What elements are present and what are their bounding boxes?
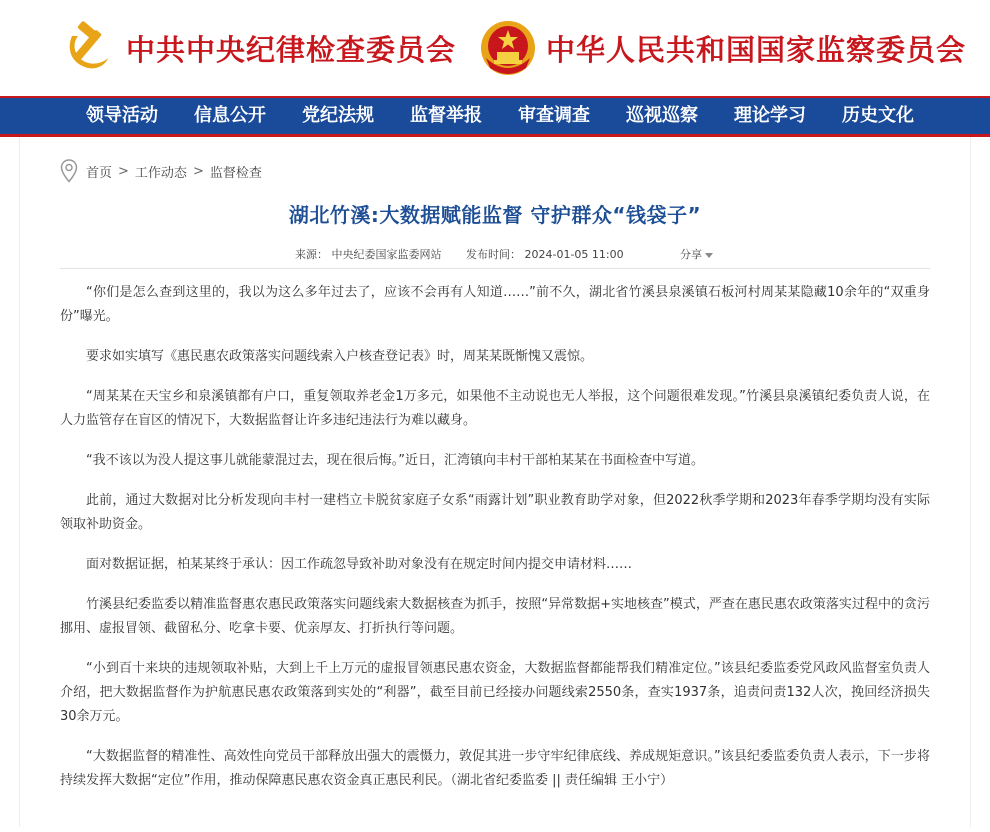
ccdi-name: 中共中央纪律检查委员会 <box>126 32 457 67</box>
article-page <box>19 137 971 827</box>
breadcrumb <box>20 137 970 183</box>
site-header <box>0 0 990 96</box>
chevron-down-icon <box>705 253 713 258</box>
nsc-name: 中华人民共和国国家监察委员会 <box>546 32 967 67</box>
nav-item-leadership[interactable]: 领导活动 <box>86 105 158 126</box>
location-pin-icon <box>60 159 78 183</box>
article-paragraph: “我不该以为没人提这事儿就能蒙混过去，现在很后悔。”近日，汇湾镇向丰村干部柏某某在书面检查中写道。 <box>86 453 704 468</box>
nav-item-history[interactable]: 历史文化 <box>842 105 914 126</box>
article-paragraph: 竹溪县纪委监委以精准监督惠农惠民政策落实问题线索大数据核查为抓手，按照“异常数据+实地核查”模式，严查在惠民惠农政策落实过程中的贪污挪用、虚报冒领、截留私分、吃拿卡要、优亲厚友、打折执行等问题。 <box>60 597 930 636</box>
breadcrumb-separator: > <box>192 163 204 179</box>
share-label: 分享 <box>680 248 702 261</box>
nav-item-regulations[interactable]: 党纪法规 <box>302 105 374 126</box>
breadcrumb-separator: > <box>118 163 129 179</box>
main-nav <box>0 96 990 137</box>
ccdi-logo[interactable] <box>58 18 456 78</box>
nav-item-theory[interactable]: 理论学习 <box>734 105 806 126</box>
party-emblem-icon <box>58 18 118 78</box>
article-meta <box>60 246 930 269</box>
article-paragraph: “你们是怎么查到这里的，我以为这么多年过去了，应该不会再有人知道……”前不久，湖北省竹溪县泉溪镇石板河村周某某隐藏10余年的“双重身份”曝光。 <box>60 285 930 324</box>
nav-item-inspection[interactable]: 巡视巡察 <box>626 105 698 126</box>
share-button[interactable] <box>680 246 713 262</box>
article-paragraph: 此前，通过大数据对比分析发现向丰村一建档立卡脱贫家庭子女系“雨露计划”职业教育助学对象，但2022秋季学期和2023年春季学期均没有实际领取补助资金。 <box>60 493 930 532</box>
article-title: 湖北竹溪:大数据赋能监督 守护群众“钱袋子” <box>288 203 702 227</box>
nav-item-disclosure[interactable]: 信息公开 <box>194 105 266 126</box>
breadcrumb-work-news[interactable]: 工作动态 <box>134 165 187 181</box>
article-body <box>20 269 970 793</box>
breadcrumb-supervision[interactable]: 监督检查 <box>209 165 262 181</box>
national-emblem-icon <box>478 18 538 78</box>
article-source: 来源： 中央纪委国家监委网站 <box>295 248 442 261</box>
nav-item-investigation[interactable]: 审查调查 <box>518 105 590 126</box>
breadcrumb-home[interactable]: 首页 <box>86 165 113 181</box>
article-paragraph: 面对数据证据，柏某某终于承认：因工作疏忽导致补助对象没有在规定时间内提交申请材料…… <box>86 557 633 572</box>
article-paragraph: “周某某在天宝乡和泉溪镇都有户口，重复领取养老金1万多元，如果他不主动说也无人举报，这个问题很难发现。”竹溪县泉溪镇纪委负责人说，在人力监管存在盲区的情况下，大数据监督让许多违纪违法行为难以藏身。 <box>60 389 930 428</box>
article-paragraph: “大数据监督的精准性、高效性向党员干部释放出强大的震慑力，敦促其进一步守牢纪律底线、养成规矩意识。”该县纪委监委负责人表示，下一步将持续发挥大数据“定位”作用，推动保障惠民惠农资金真正惠民利民。（湖北省纪委监委 || 责任编辑 王小宁） <box>60 749 930 788</box>
article-paragraph: “小到百十来块的违规领取补贴，大到上千上万元的虚报冒领惠民惠农资金，大数据监督都能帮我们精准定位。”该县纪委监委党风政风监督室负责人介绍，把大数据监督作为护航惠民惠农政策落到实处的“利器”，截至目前已经接办问题线索2550条，查实1937条，追责问责132人次，挽回经济损失30余万元。 <box>60 661 930 724</box>
article-time: 发布时间： 2024-01-05 11:00 <box>466 248 624 261</box>
nsc-logo[interactable] <box>478 18 966 78</box>
nav-item-report[interactable]: 监督举报 <box>410 105 482 126</box>
article-paragraph: 要求如实填写《惠民惠农政策落实问题线索入户核查登记表》时，周某某既惭愧又震惊。 <box>86 349 594 364</box>
